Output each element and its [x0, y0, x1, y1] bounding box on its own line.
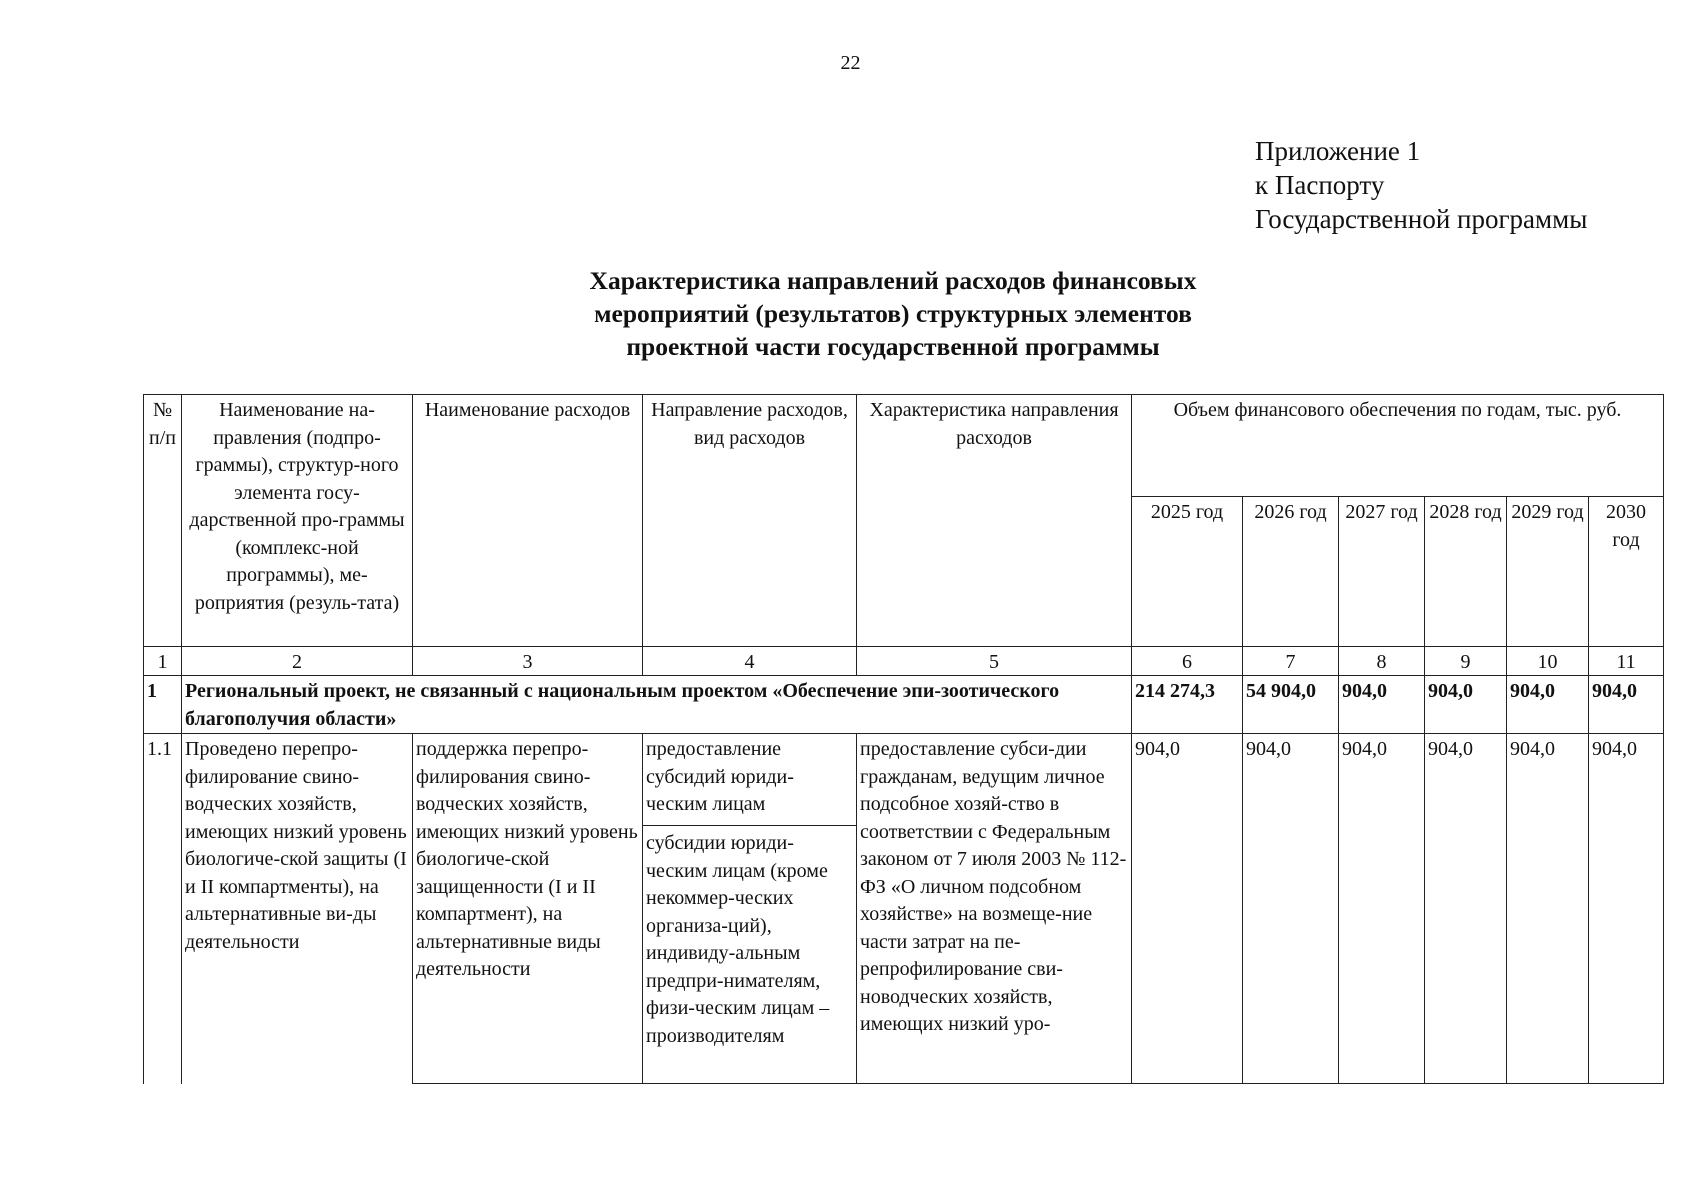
row-number: 1	[144, 676, 182, 734]
title-line-3: проектной части государственной программы	[626, 332, 1160, 361]
column-number: 6	[1132, 647, 1243, 676]
expense-direction-type: предоставление субсидий юриди-ческим лицам	[643, 734, 856, 826]
header-year-2029: 2029 год	[1507, 497, 1589, 647]
header-expense-name: Наименование расходов	[413, 395, 643, 647]
header-year-2028: 2028 год	[1425, 497, 1507, 647]
direction-characteristic: предоставление субси-дии гражданам, ведущим личное подсобное хозяй-ство в соответствии с Федеральным законом от 7 июля 2003 № 112-ФЗ «О личном подсобном хозяйстве» на возмеще-ние части затрат на пе-репрофилирование сви-новодческих хозяйств, имеющих низкий уро-	[857, 734, 1132, 1084]
financing-table	[143, 394, 1664, 1084]
column-number: 7	[1243, 647, 1339, 676]
appendix-line-3: Государственной программы	[1255, 204, 1588, 234]
expense-direction	[643, 734, 857, 1084]
header-year-2025: 2025 год	[1132, 497, 1243, 647]
header-year-2030: 2030 год	[1589, 497, 1664, 647]
column-number: 2	[182, 647, 413, 676]
value-2026: 904,0	[1243, 734, 1339, 1084]
column-number: 11	[1589, 647, 1664, 676]
table-row	[144, 676, 1664, 734]
column-number: 9	[1425, 647, 1507, 676]
value-2025: 904,0	[1132, 734, 1243, 1084]
value-2026: 54 904,0	[1243, 676, 1339, 734]
value-2029: 904,0	[1507, 676, 1589, 734]
column-number: 3	[413, 647, 643, 676]
appendix-line-2: к Паспорту	[1255, 170, 1385, 200]
column-number: 10	[1507, 647, 1589, 676]
column-number-row	[144, 647, 1664, 676]
page-number: 22	[840, 52, 861, 74]
title-line-1: Характеристика направлений расходов финансовых	[589, 266, 1197, 295]
value-2025: 214 274,3	[1132, 676, 1243, 734]
appendix-note	[1255, 134, 1587, 236]
header-year-2026: 2026 год	[1243, 497, 1339, 647]
column-number: 5	[857, 647, 1132, 676]
column-number: 4	[643, 647, 857, 676]
value-2030: 904,0	[1589, 676, 1664, 734]
document-title	[0, 264, 1701, 363]
value-2028: 904,0	[1425, 676, 1507, 734]
row-number: 1.1	[144, 734, 182, 1084]
column-number: 1	[144, 647, 182, 676]
expense-name: поддержка перепро-филирования свино-водческих хозяйств, имеющих низкий уровень биологиче-ской защищенности (I и II компартмент), на альтернативные виды деятельности	[413, 734, 643, 1084]
title-line-2: мероприятий (результатов) структурных элементов	[594, 299, 1192, 328]
column-number: 8	[1339, 647, 1425, 676]
header-characteristic: Характеристика направления расходов	[857, 395, 1132, 647]
header-volume: Объем финансового обеспечения по годам, тыс. руб.	[1132, 395, 1664, 497]
header-row-top	[144, 395, 1664, 497]
value-2027: 904,0	[1339, 734, 1425, 1084]
header-direction-name: Наименование на-правления (подпро-граммы), структур-ного элемента госу-дарственной про-граммы (комплекс-ной программы), ме-роприятия (резуль-тата)	[182, 395, 413, 647]
header-expense-direction: Направление расходов, вид расходов	[643, 395, 857, 647]
value-2028: 904,0	[1425, 734, 1507, 1084]
result-name: Проведено перепро-филирование свино-водческих хозяйств, имеющих низкий уровень биологиче-ской защиты (I и II компартменты), на альтернативные ви-ды деятельности	[182, 734, 413, 1084]
table-row	[144, 734, 1664, 1084]
value-2027: 904,0	[1339, 676, 1425, 734]
value-2029: 904,0	[1507, 734, 1589, 1084]
value-2030: 904,0	[1589, 734, 1664, 1084]
project-name: Региональный проект, не связанный с национальным проектом «Обеспечение эпи-зоотического благополучия области»	[182, 676, 1132, 734]
header-year-2027: 2027 год	[1339, 497, 1425, 647]
appendix-line-1: Приложение 1	[1255, 136, 1421, 166]
expense-direction-kind: субсидии юриди-ческим лицам (кроме некоммер-ческих организа-ций), индивиду-альным предпри-нимателям, физи-ческим лицам – производителям	[646, 832, 830, 1047]
header-no: № п/п	[144, 395, 182, 647]
